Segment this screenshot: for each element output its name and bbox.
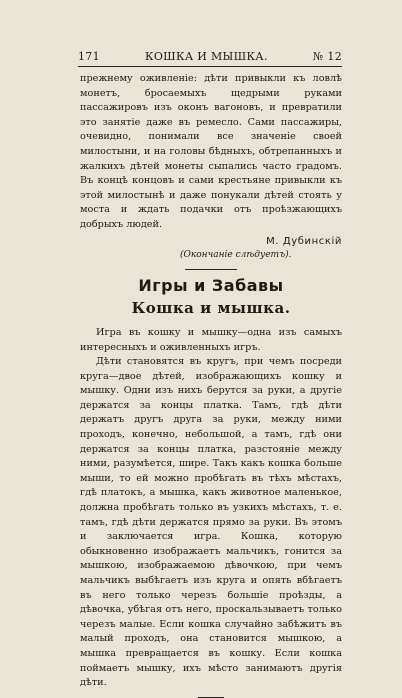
section-title: Игры и Забавы <box>138 275 284 295</box>
header-rule <box>78 66 342 67</box>
previous-article-paragraph: прежнему оживленіе: дѣти привыкли къ ловлѣ монетъ, бросаемыхъ щедрыми руками пассажировъ изъ оконъ вагоновъ, и превратили это занятіе даже въ ремесло. Сами пассажиры, очевидно, понимали все значеніе своей милостыни, и на головы бѣдныхъ, обтрепанныхъ и жалкихъ дѣтей монеты сыпались часто градомъ. Въ концѣ концовъ и сами крестьяне привыкли къ этой милостынѣ и даже понукали дѣтей стоять у моста и ждать подачки отъ проѣзжающихъ добрыхъ людей. <box>80 73 342 230</box>
continued-note: (Окончаніе слѣдуетъ). <box>180 250 292 261</box>
page-number: 171 <box>78 50 100 63</box>
running-title: КОШКА И МЫШКА. <box>145 50 268 63</box>
article-title: Кошка и мышка. <box>131 299 291 318</box>
article-paragraph-2: Дѣти становятся въ кругъ, при чемъ посреди круга—двое дѣтей, изображающихъ кошку и мышку. Одни изъ нихъ берутся за руки, а другіе держатся за концы платка. Тамъ, гдѣ дѣти держатъ другъ друга за руки, между ними проходъ, конечно, небольшой, а тамъ, гдѣ они держатся за концы платка, разстояніе между ними, разумѣется, шире. Такъ какъ кошка больше мыши, то ей можно пробѣгать въ тѣхъ мѣстахъ, гдѣ платокъ, а мышка, какъ животное маленькое, должна пробѣгать только въ узкихъ мѣстахъ, т. е. тамъ, гдѣ дѣти держатся прямо за руки. Въ этомъ и заключается игра. Кошка, которую обыкновенно изображаетъ мальчикъ, гонится за мышкою, изображаемою дѣвочкою, при чемъ мальчикъ выбѣгаетъ изъ круга и опять вбѣгаетъ въ него только черезъ большіе проѣзды, а дѣвочка, убѣгая отъ него, проскальзываетъ только черезъ малые. Если кошка случайно забѣжитъ въ малый проходъ, она становится мышкою, а мышка превращается въ кошку. Если кошка поймаетъ мышку, ихъ мѣсто занимаютъ другія дѣти. <box>80 356 342 689</box>
page-body <box>80 72 342 698</box>
running-header <box>78 50 342 63</box>
issue-number: № 12 <box>312 50 342 63</box>
section-divider <box>185 269 237 270</box>
author-signature: М. Дубинскій <box>266 235 342 247</box>
article-paragraph-1: Игра въ кошку и мышку—одна изъ самыхъ интересныхъ и оживленныхъ игръ. <box>80 326 342 353</box>
